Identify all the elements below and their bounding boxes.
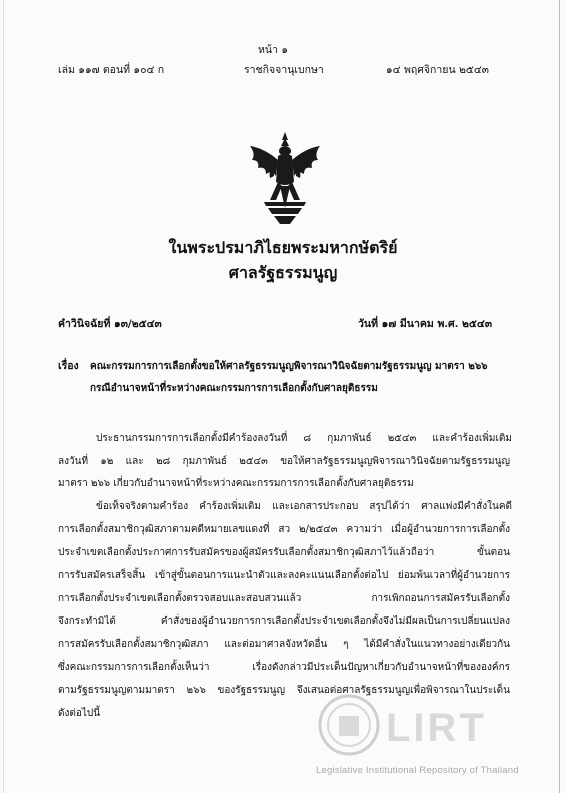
subject-line-2: กรณีอำนาจหน้าที่ระหว่างคณะกรรมการการเลือกตั้งกับศาลยุติธรรม <box>90 383 378 394</box>
paragraph2-line: การเลือกตั้งสมาชิกวุฒิสภาตามคดีหมายเลขแดงที่ สว ๒/๒๕๔๓ ความว่า เมื่อผู้อำนวยการการเลือกตั้ง <box>58 524 510 535</box>
page-number: หน้า ๑ <box>258 44 288 56</box>
volume-number: เล่ม ๑๑๗ ตอนที่ ๑๐๔ ก <box>58 64 165 76</box>
lirt-seal-watermark <box>318 694 380 756</box>
paragraph1-line: มาตรา ๒๖๖ เกี่ยวกับอำนาจหน้าที่ระหว่างคณะกรรมการการเลือกตั้งกับศาลยุติธรรม <box>58 478 414 489</box>
page-left-edge <box>3 0 4 793</box>
paragraph1-line: ลงวันที่ ๑๒ และ ๒๘ กุมภาพันธ์ ๒๕๔๓ ขอให้ศาลรัฐธรรมนูญพิจารณาวินิจฉัยตามรัฐธรรมนูญ <box>58 456 510 467</box>
garuda-emblem <box>244 130 326 230</box>
subject-label: เรื่อง <box>58 360 79 372</box>
paragraph2-line: การสมัครรับเลือกตั้งสมาชิกวุฒิสภา และต่อมาศาลจังหวัดอื่น ๆ ได้มีคำสั่งในแนวทางอย่างเดียวกัน <box>58 639 510 650</box>
watermark-caption: Legislative Institutional Repository of Thailand <box>316 765 519 776</box>
gazette-date: ๑๔ พฤศจิกายน ๒๕๔๓ <box>386 64 489 76</box>
paragraph2-line: ดังต่อไปนี้ <box>58 708 101 719</box>
paragraph1-line: ประธานกรรมการการเลือกตั้งมีคำร้องลงวันที่ ๘ กุมภาพันธ์ ๒๕๔๓ และคำร้องเพิ่มเติม <box>96 433 512 444</box>
title-line-2: ศาลรัฐธรรมนูญ <box>228 263 338 282</box>
subject-line-1: คณะกรรมการการเลือกตั้งขอให้ศาลรัฐธรรมนูญพิจารณาวินิจฉัยตามรัฐธรรมนูญ มาตรา ๒๖๖ <box>90 361 488 372</box>
paragraph2-line: ข้อเท็จจริงตามคำร้อง คำร้องเพิ่มเติม และเอกสารประกอบ สรุปได้ว่า ศาลแพ่งมีคำสั่งในคดี <box>96 501 512 512</box>
paragraph2-line: การรับสมัครเสร็จสิ้น เข้าสู่ขั้นตอนการแนะนำตัวและลงคะแนนเลือกตั้งต่อไป ย่อมพ้นเวลาที่ผู้อำนวยการ <box>58 570 510 581</box>
page-right-edge <box>559 0 560 793</box>
paragraph2-line: การเลือกตั้งประจำเขตเลือกตั้งตรวจสอบและสอบสวนแล้ว การเพิกถอนการสมัครรับเลือกตั้ง <box>58 593 510 604</box>
ruling-number: คำวินิจฉัยที่ ๑๓/๒๕๔๓ <box>58 318 162 330</box>
paragraph2-line: ประจำเขตเลือกตั้งประกาศการรับสมัครของผู้สมัครรับเลือกตั้งสมาชิกวุฒิสภาไว้แล้วถือว่า ขั้นตอน <box>58 547 510 558</box>
paragraph2-line: ซึ่งคณะกรรมการการเลือกตั้งเห็นว่า เรื่องดังกล่าวมีประเด็นปัญหาเกี่ยวกับอำนาจหน้าที่ขององค์กร <box>58 662 510 673</box>
ruling-date: วันที่ ๑๗ มีนาคม พ.ศ. ๒๕๔๓ <box>358 318 493 330</box>
title-line-1: ในพระปรมาภิไธยพระมหากษัตริย์ <box>168 238 398 257</box>
gazette-name: ราชกิจจานุเบกษา <box>244 64 324 76</box>
paragraph2-line: ตามรัฐธรรมนูญตามมาตรา ๒๖๖ ของรัฐธรรมนูญ จึงเสนอต่อศาลรัฐธรรมนูญเพื่อพิจารณาในประเด็น <box>58 685 510 696</box>
paragraph2-line: จึงกระทำมิได้ คำสั่งของผู้อำนวยการการเลือกตั้งประจำเขตเลือกตั้งจึงไม่มีผลเป็นการเปลี่ยนแปลง <box>58 616 510 627</box>
lirt-logo-text: LIRT <box>386 706 487 750</box>
